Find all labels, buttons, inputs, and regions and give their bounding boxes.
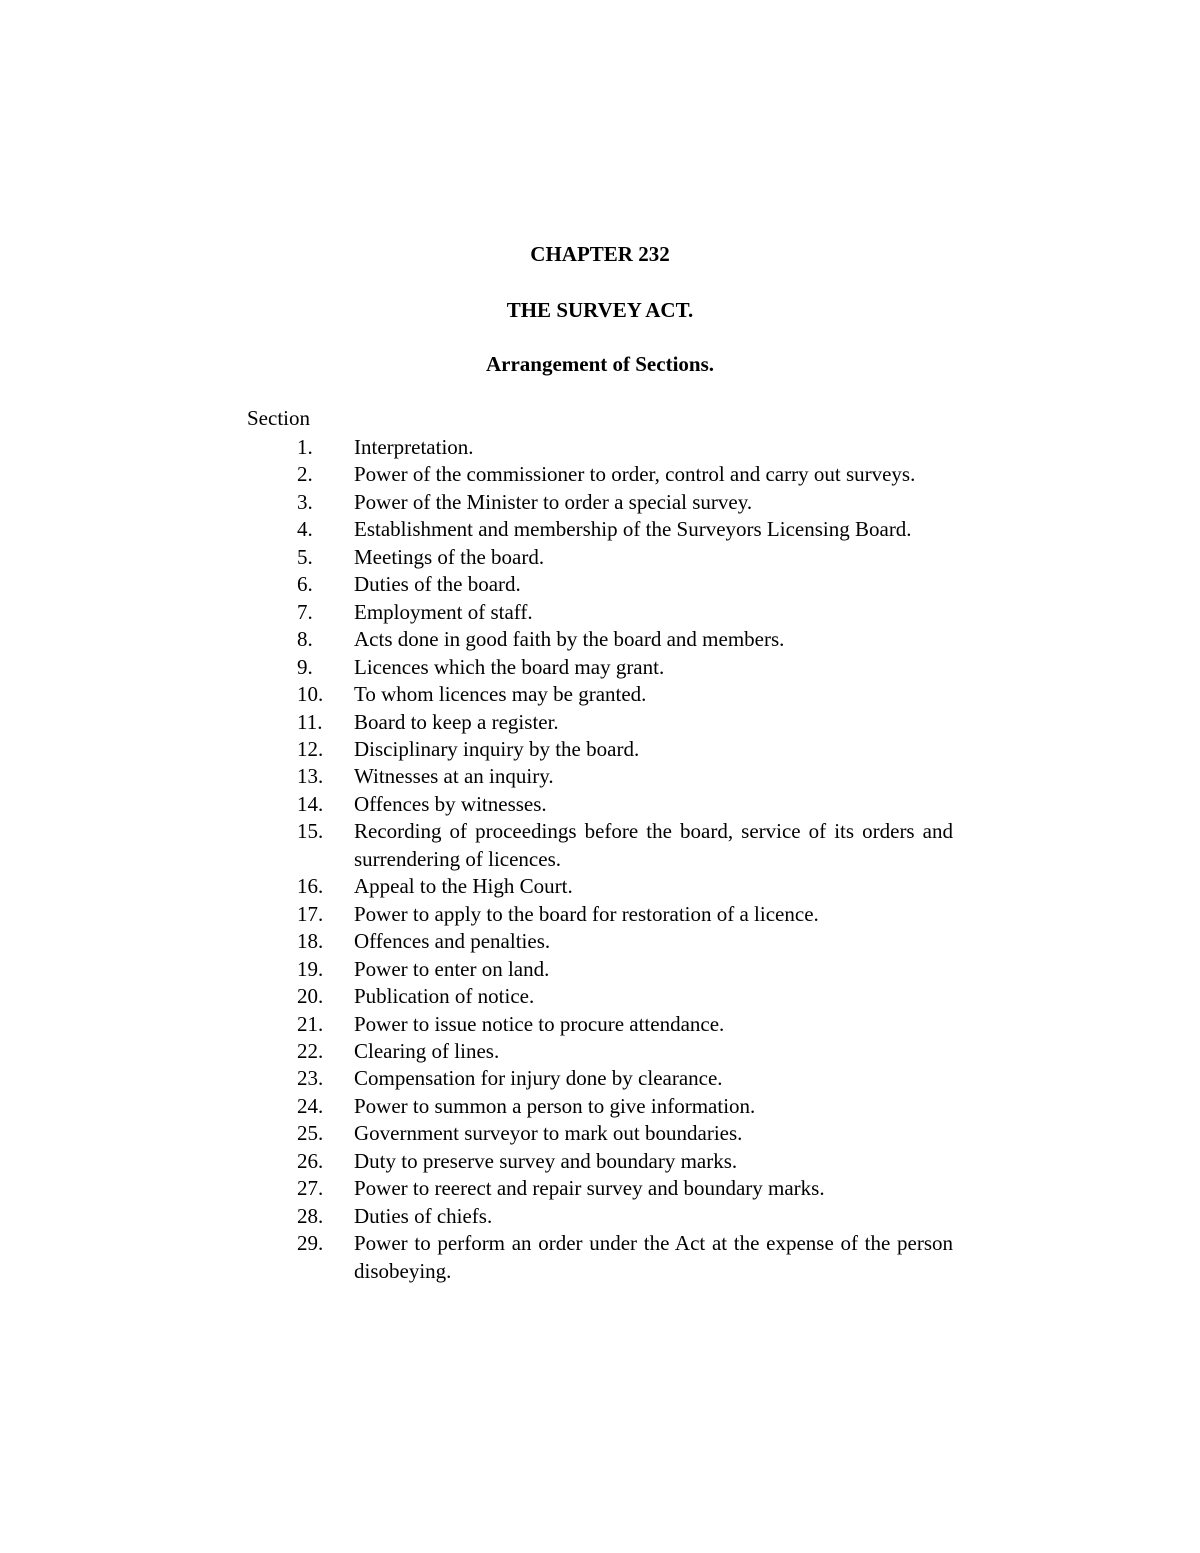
section-column-label: Section <box>247 406 310 430</box>
section-number: 16. <box>297 874 324 899</box>
section-title: Clearing of lines. <box>354 1038 500 1063</box>
section-number: 1. <box>297 435 313 459</box>
section-entry <box>297 709 953 736</box>
section-title: Power to apply to the board for restoration of a licence. <box>354 901 819 926</box>
section-number: 5. <box>297 544 313 569</box>
section-title: Power to enter on land. <box>354 956 550 981</box>
section-entry <box>297 461 953 488</box>
section-entry <box>297 736 953 763</box>
section-title: Duty to preserve survey and boundary marks. <box>354 1148 738 1173</box>
section-title: Offences by witnesses. <box>354 791 547 816</box>
section-entry <box>297 818 953 873</box>
section-entry <box>297 654 953 681</box>
section-number: 7. <box>297 599 313 624</box>
section-entry <box>297 791 953 818</box>
section-number: 25. <box>297 1121 324 1146</box>
section-title: Witnesses at an inquiry. <box>354 764 554 789</box>
section-number: 4. <box>297 517 313 542</box>
section-entry <box>297 599 953 626</box>
section-entry <box>297 1038 953 1065</box>
section-number: 17. <box>297 901 324 926</box>
section-title: Board to keep a register. <box>354 709 559 734</box>
section-number: 26. <box>297 1148 324 1173</box>
section-title: Meetings of the board. <box>354 544 545 569</box>
act-title: THE SURVEY ACT. <box>506 298 694 322</box>
section-entry <box>297 1148 953 1175</box>
section-title: Establishment and membership of the Surveyors Licensing Board. <box>354 517 912 542</box>
section-title: Power to perform an order under the Act at the expense of the person disobeying. <box>354 1231 953 1283</box>
chapter-heading: CHAPTER 232 <box>530 242 670 266</box>
section-number: 20. <box>297 984 324 1009</box>
section-entry <box>297 1065 953 1092</box>
section-number: 10. <box>297 682 324 707</box>
section-number: 21. <box>297 1011 324 1036</box>
section-title: Power to summon a person to give information. <box>354 1093 756 1118</box>
section-title: Publication of notice. <box>354 984 535 1009</box>
section-entry <box>297 763 953 790</box>
section-number: 15. <box>297 819 324 844</box>
section-entry <box>297 901 953 928</box>
section-title: Power to issue notice to procure attendance. <box>354 1011 725 1036</box>
section-number: 29. <box>297 1231 324 1256</box>
section-number: 2. <box>297 462 313 487</box>
section-title: Duties of the board. <box>354 572 521 597</box>
section-entry <box>297 956 953 983</box>
section-title: Licences which the board may grant. <box>354 654 665 679</box>
section-number: 6. <box>297 572 313 597</box>
section-number: 28. <box>297 1203 324 1228</box>
section-number: 23. <box>297 1066 324 1091</box>
section-title: Power of the Minister to order a special survey. <box>354 489 753 514</box>
section-number: 14. <box>297 791 324 816</box>
section-entry <box>297 983 953 1010</box>
section-title: To whom licences may be granted. <box>354 682 647 707</box>
section-entry <box>297 873 953 900</box>
section-title: Employment of staff. <box>354 599 533 624</box>
section-title: Power to reerect and repair survey and boundary marks. <box>354 1176 825 1201</box>
section-title: Appeal to the High Court. <box>354 874 573 899</box>
section-entry <box>297 1120 953 1147</box>
section-number: 13. <box>297 764 324 789</box>
section-title: Disciplinary inquiry by the board. <box>354 736 640 761</box>
arrangement-heading: Arrangement of Sections. <box>485 352 715 376</box>
section-entry <box>297 1175 953 1202</box>
section-number: 9. <box>297 654 313 679</box>
section-entry <box>297 544 953 571</box>
section-number: 11. <box>297 709 323 734</box>
section-title: Government surveyor to mark out boundaries. <box>354 1121 743 1146</box>
section-number: 19. <box>297 956 324 981</box>
section-entry <box>297 1230 953 1285</box>
section-title: Recording of proceedings before the board, service of its orders and surrendering of licences. <box>354 819 953 871</box>
section-number: 18. <box>297 929 324 954</box>
section-title: Power of the commissioner to order, control and carry out surveys. <box>354 462 916 487</box>
section-title: Compensation for injury done by clearance. <box>354 1066 723 1091</box>
section-entry <box>297 1011 953 1038</box>
section-number: 27. <box>297 1176 324 1201</box>
section-number: 8. <box>297 627 313 652</box>
section-number: 3. <box>297 489 313 514</box>
section-entry <box>297 516 953 543</box>
section-entry <box>297 1093 953 1120</box>
section-title: Duties of chiefs. <box>354 1203 493 1228</box>
section-title: Acts done in good faith by the board and members. <box>354 627 785 652</box>
section-entry <box>297 928 953 955</box>
section-number: 12. <box>297 736 324 761</box>
section-entry <box>297 681 953 708</box>
section-entry <box>297 626 953 653</box>
section-entry <box>297 1203 953 1230</box>
section-title: Interpretation. <box>354 435 474 459</box>
section-entry <box>297 434 953 461</box>
section-number: 24. <box>297 1093 324 1118</box>
section-number: 22. <box>297 1038 324 1063</box>
section-entry <box>297 489 953 516</box>
section-title: Offences and penalties. <box>354 929 551 954</box>
sections-list <box>297 434 953 1285</box>
section-entry <box>297 571 953 598</box>
